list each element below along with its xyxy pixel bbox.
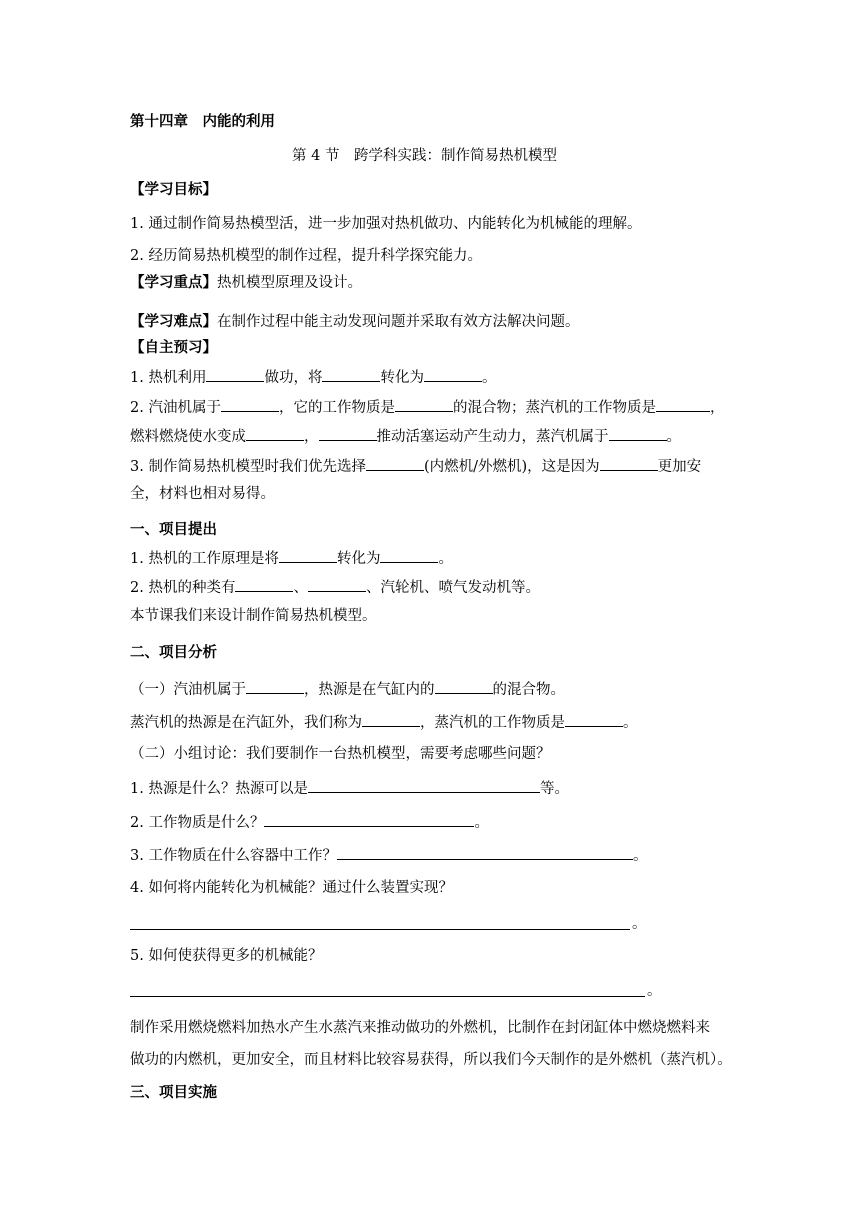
discussion-question [130,844,647,866]
answer-line[interactable] [130,929,630,930]
section-title: 第 4 节 跨学科实践：制作简易热机模型 [292,148,557,164]
question-text: 等。 [539,781,569,797]
question-text: 。 [623,715,638,731]
question-text: ， [304,429,319,445]
preview-question [130,396,724,418]
answer-blank[interactable] [264,811,474,827]
key-point-text: 热机模型原理及设计。 [217,275,362,291]
line-end-period: 。 [632,916,647,932]
answer-blank[interactable] [656,396,710,412]
objective-item: 2. 经历简易热机模型的制作过程，提升科学探究能力。 [130,248,482,264]
part1-question [130,576,540,598]
question-text: 。 [474,815,489,831]
question-text: 的混合物；蒸汽机的工作物质是 [452,400,656,416]
objectives-heading: 【学习目标】 [130,181,217,198]
chapter-title: 第十四章 内能的利用 [130,113,275,130]
summary-text: 制作采用燃烧燃料加热水产生水蒸汽来推动做功的外燃机，比制作在封闭缸体中燃烧燃料来 [130,1020,710,1036]
answer-blank[interactable] [246,678,304,694]
question-text: 2. 热机的种类有 [130,580,236,596]
question-text: 转化为 [336,551,381,567]
answer-blank[interactable] [308,777,540,793]
discussion-question [130,777,569,799]
part1-heading: 一、项目提出 [130,521,217,538]
key-point-label: 【学习重点】 [130,274,217,291]
question-text: 做功，将 [264,370,323,386]
question-text: 的混合物。 [492,682,565,698]
answer-blank[interactable] [565,711,623,727]
part3-heading: 三、项目实施 [130,1084,217,1101]
question-text: 1. 热机的工作原理是将 [130,551,279,567]
answer-blank[interactable] [322,366,380,382]
answer-line[interactable] [130,996,645,997]
question-text: ，蒸汽机的工作物质是 [420,715,565,731]
answer-blank[interactable] [279,547,337,563]
discussion-question: 5. 如何使获得更多的机械能？ [130,948,323,964]
question-text: 2. 汽油机属于 [130,400,221,416]
discussion-heading: （二）小组讨论：我们要制作一台热机模型，需要考虑哪些问题？ [130,746,551,762]
preview-question [130,425,681,447]
difficulty-text: 在制作过程中能主动发现问题并采取有效方法解决问题。 [217,314,580,330]
question-text: 蒸汽机的热源是在汽缸外，我们称为 [130,715,362,731]
discussion-question: 4. 如何将内能转化为机械能？通过什么装置实现？ [130,880,453,896]
difficulty [130,312,580,332]
question-text: (内燃机/外燃机)，这是因为 [423,459,600,475]
difficulty-label: 【学习难点】 [130,313,217,330]
discussion-question [130,811,489,833]
question-text: 1. 热机利用 [130,370,207,386]
answer-blank[interactable] [235,576,293,592]
question-text: 推动活塞运动产生动力，蒸汽机属于 [376,429,609,445]
answer-blank[interactable] [600,455,658,471]
question-text: 1. 热源是什么？热源可以是 [130,781,308,797]
question-text: 3. 工作物质在什么容器中工作？ [130,848,337,864]
part2-question [130,678,565,700]
answer-blank[interactable] [380,547,438,563]
line-end-period: 。 [647,983,662,999]
question-text: 燃料燃烧使水变成 [130,429,246,445]
question-text: 。 [632,848,648,864]
question-text: 更加安 [657,459,702,475]
part2-heading: 二、项目分析 [130,644,217,661]
question-text: 。 [666,429,681,445]
question-text: ，热源是在气缸内的 [304,682,435,698]
question-text: ， [709,400,725,416]
question-text: 、汽轮机、喷气发动机等。 [365,580,540,596]
answer-blank[interactable] [424,366,482,382]
preview-heading: 【自主预习】 [130,339,217,356]
question-text: 。 [481,370,497,386]
preview-question [130,455,701,477]
key-point [130,273,362,293]
part1-question [130,547,453,569]
objective-item: 1. 通过制作简易热模型活，进一步加强对热机做功、内能转化为机械能的理解。 [130,216,642,232]
part2-question [130,711,638,733]
question-text: （一）汽油机属于 [130,682,246,698]
question-text: 转化为 [380,370,424,386]
answer-blank[interactable] [609,425,667,441]
answer-blank[interactable] [337,844,633,860]
question-text: 、 [293,580,308,596]
preview-question [130,366,496,388]
question-text: ，它的工作物质是 [278,400,395,416]
question-text: 2. 工作物质是什么？ [130,815,265,831]
answer-blank[interactable] [221,396,279,412]
answer-blank[interactable] [362,711,420,727]
answer-blank[interactable] [206,366,264,382]
answer-blank[interactable] [319,425,377,441]
part1-note: 本节课我们来设计制作简易热机模型。 [130,608,377,624]
summary-text: 做功的内燃机，更加安全，而且材料比较容易获得，所以我们今天制作的是外燃机（蒸汽机）。 [130,1052,732,1068]
question-text: 。 [438,551,453,567]
preview-question-cont: 全，材料也相对易得。 [130,486,275,502]
answer-blank[interactable] [246,425,304,441]
answer-blank[interactable] [366,455,424,471]
answer-blank[interactable] [308,576,366,592]
answer-blank[interactable] [435,678,493,694]
answer-blank[interactable] [395,396,453,412]
question-text: 3. 制作简易热机模型时我们优先选择 [130,459,366,475]
